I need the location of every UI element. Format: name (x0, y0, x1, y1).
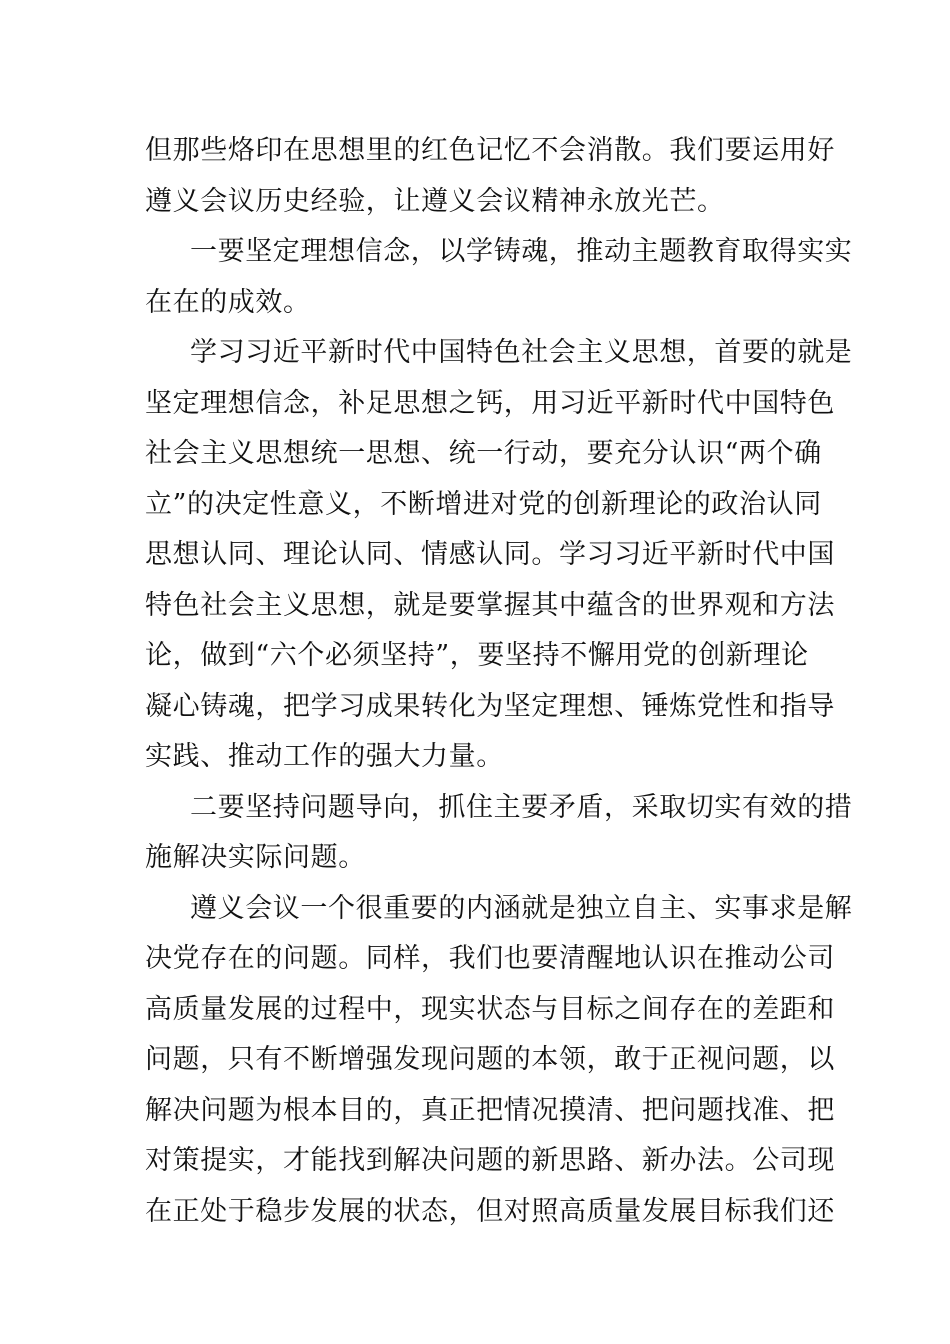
text-line: 社会主义思想统一思想、统一行动，要充分认识“两个确 (145, 438, 822, 469)
paragraph-first-line: 遵义会议一个很重要的内涵就是独立自主、实事求是解 (190, 892, 853, 924)
document-body (145, 126, 853, 1237)
text-line: 高质量发展的过程中，现实状态与目标之间存在的差距和 (145, 993, 835, 1025)
text-line: 问题，只有不断增强发现问题的本领，敢于正视问题，以 (145, 1044, 835, 1075)
text-line: 思想认同、理论认同、情感认同。学习习近平新时代中国 (145, 539, 835, 570)
paragraph-first-line: 学习习近平新时代中国特色社会主义思想，首要的就是 (190, 337, 853, 368)
section-heading-line: 施解决实际问题。 (145, 842, 366, 873)
text-line: 特色社会主义思想，就是要掌握其中蕴含的世界观和方法 (145, 589, 835, 621)
section-heading-line: 二要坚持问题导向，抓住主要矛盾，采取切实有效的措 (190, 791, 853, 823)
text-line: 解决问题为根本目的，真正把情况摸清、把问题找准、把 (145, 1094, 835, 1126)
text-line: 凝心铸魂，把学习成果转化为坚定理想、锤炼党性和指导 (145, 690, 835, 722)
text-line: 实践、推动工作的强大力量。 (145, 741, 504, 772)
text-line: 遵义会议历史经验，让遵义会议精神永放光芒。 (145, 185, 725, 217)
text-line: 在正处于稳步发展的状态，但对照高质量发展目标我们还 (145, 1195, 835, 1227)
text-line: 立”的决定性意义，不断增进对党的创新理论的政治认同 (145, 488, 822, 520)
text-line: 决党存在的问题。同样，我们也要清醒地认识在推动公司 (145, 943, 835, 974)
section-heading-line: 一要坚定理想信念，以学铸魂，推动主题教育取得实实 (190, 236, 853, 267)
section-heading-line: 在在的成效。 (145, 286, 311, 318)
text-line: 坚定理想信念，补足思想之钙，用习近平新时代中国特色 (145, 387, 835, 419)
text-line: 对策提实，才能找到解决问题的新思路、新办法。公司现 (145, 1145, 835, 1176)
text-line: 论，做到“六个必须坚持”，要坚持不懈用党的创新理论 (145, 640, 809, 671)
text-line: 但那些烙印在思想里的红色记忆不会消散。我们要运用好 (145, 135, 835, 166)
